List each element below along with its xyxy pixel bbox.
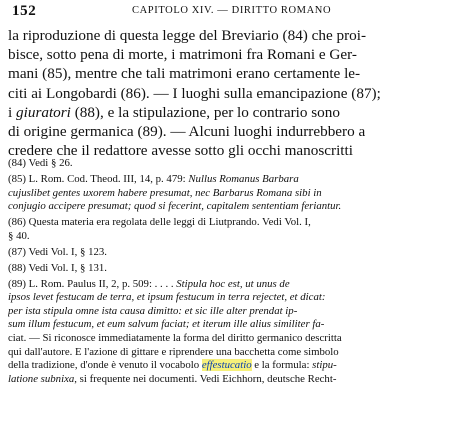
footnote-quote: cujuslibet gentes uxorem habere presumat, nec Barbarus Romana sibi in (8, 186, 322, 199)
body-line: citi ai Longobardi (86). — I luoghi sulla emancipazione (87); (8, 84, 381, 102)
body-text: (88), e la stipulazione, per lo contrario sono (70, 103, 340, 121)
footnote-text: e la formula: (251, 359, 313, 372)
footnote-89 (8, 278, 449, 387)
body-line: mani (85), mentre che tali matrimoni erano certamente le- (8, 65, 361, 83)
footnote-line: (84) Vedi § 26. (8, 157, 73, 169)
body-italic-term: giuratori (16, 103, 71, 121)
footnote-quote: Nullus Romanus Barbara (188, 172, 299, 185)
footnote-line (8, 278, 449, 292)
body-line (8, 103, 449, 122)
footnote-quote: latione subnixa (8, 372, 75, 385)
footnote-line: (87) Vedi Vol. I, § 123. (8, 245, 107, 258)
footnote-line: (88) Vedi Vol. I, § 131. (8, 261, 107, 274)
footnote-quote: per ista stipula omne ista causa dimitto: et sic ille alter prendat ip- (8, 304, 298, 317)
footnote-line: qui dall'autore. E l'azione di gittare e riprendere una bacchetta come simbolo (8, 345, 339, 358)
page-header (8, 3, 451, 21)
body-line: credere che il redattore avesse sotto gli occhi manoscritti (8, 142, 353, 160)
running-title: CAPITOLO XIV. — DIRITTO ROMANO (132, 5, 332, 16)
footnote-line: § 40. (8, 229, 30, 242)
footnote-text: (85) L. Rom. Cod. Theod. III, 14, p. 479: (8, 172, 189, 185)
footnote-line (8, 291, 449, 305)
footnote-text: della tradizione, d'onde è venuto il vocabolo (8, 359, 202, 372)
footnote-line (8, 173, 449, 187)
footnote-88 (8, 262, 449, 276)
footnote-text: (89) L. Rom. Paulus II, 2, p. 509: . . . . (8, 277, 177, 290)
highlighted-term: effestucatio (201, 359, 252, 372)
footnote-quote: sum illum festucum, et eum salvum faciat; et iterum ille alius similiter fa- (8, 318, 325, 331)
footnote-quote: ipsos levet festucam de terra, et ipsum festucum in terra rejectet, et dicat: (8, 291, 326, 304)
footnote-85 (8, 173, 449, 214)
footnote-line: (86) Questa materia era regolata delle leggi di Liutprando. Vedi Vol. I, (8, 216, 311, 229)
main-text (8, 26, 449, 160)
body-line: di origine germanica (89). — Alcuni luoghi indurrebbero a (8, 123, 366, 141)
footnote-line (8, 305, 449, 319)
body-text: i (8, 103, 17, 121)
footnote-line (8, 200, 449, 214)
footnote-quote: Stipula hoc est, ut unus de (176, 277, 290, 290)
footnote-84 (8, 157, 449, 171)
page-number: 152 (12, 3, 37, 19)
footnote-86 (8, 216, 449, 243)
footnote-line (8, 373, 449, 387)
footnote-text: , si frequente nei documenti. Vedi Eichhorn, deutsche Recht- (74, 372, 337, 385)
footnote-line: ciat. — Si riconosce immediatamente la forma del diritto germanico descritta (8, 332, 342, 345)
footnote-line (8, 187, 449, 201)
footnote-line (8, 359, 449, 373)
footnotes (8, 157, 449, 389)
body-line: bisce, sotto pena di morte, i matrimoni fra Romani e Ger- (8, 46, 357, 64)
footnote-87 (8, 246, 449, 260)
footnote-quote: stipu- (312, 359, 337, 372)
footnote-quote: conjugio accipere presumat; quod si fecerint, capitalem sententiam feriantur. (8, 200, 342, 213)
body-line: la riproduzione di questa legge del Breviario (84) che proi- (8, 27, 367, 44)
footnote-line (8, 318, 449, 332)
